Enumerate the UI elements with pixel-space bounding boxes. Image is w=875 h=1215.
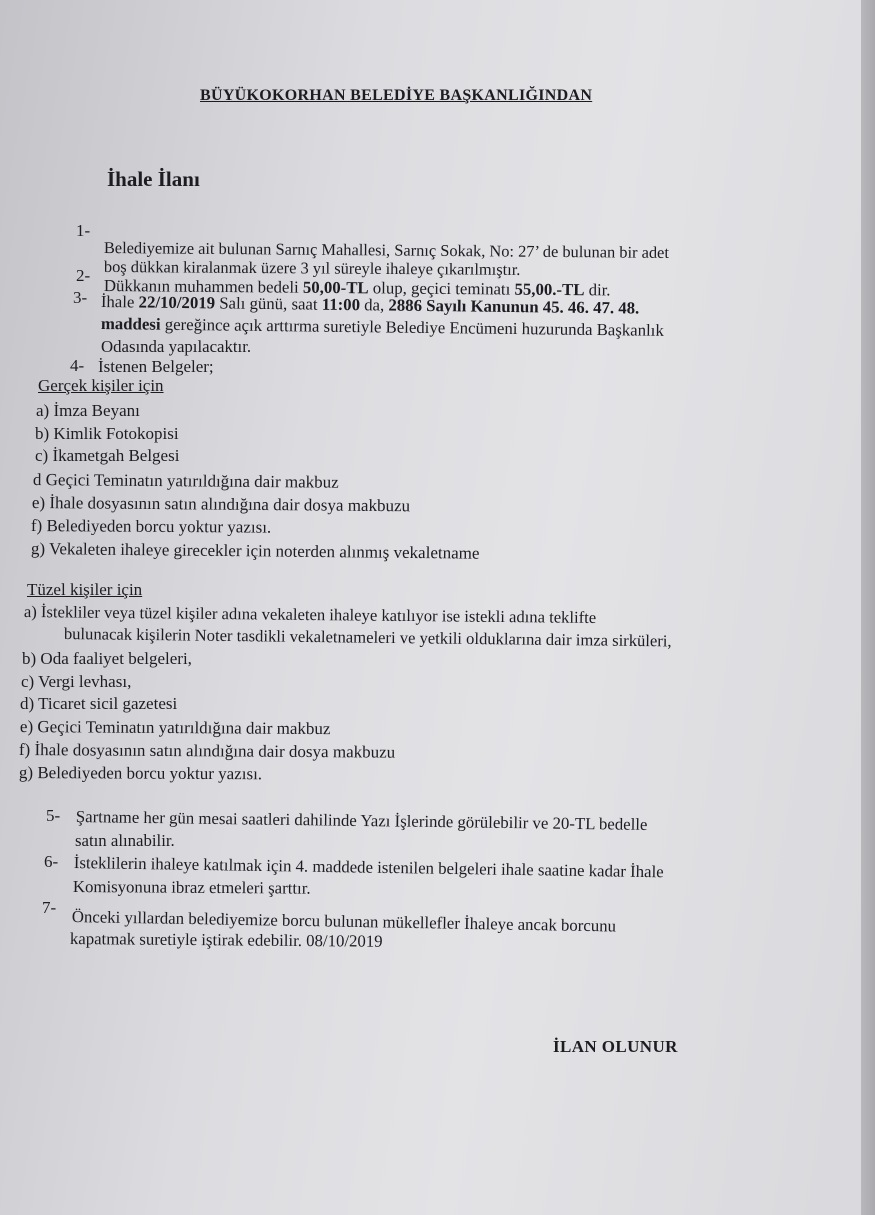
tuzel-item-c: c) Vergi levhası, — [21, 672, 132, 691]
item-3-text-a: İhale — [100, 292, 139, 312]
page-edge-shadow — [861, 0, 875, 1215]
item-5-number: 5- — [46, 806, 61, 825]
tuzel-item-f: f) İhale dosyasının satın alındığına dair dosya makbuzu — [18, 740, 396, 762]
item-2-text-c: dir. — [584, 280, 611, 300]
item-5-line-2: satın alınabilir. — [75, 831, 175, 850]
tuzel-item-g: g) Belediyeden borcu yoktur yazısı. — [18, 763, 263, 784]
item-1-line-2: boş dükkan kiralanmak üzere 3 yıl süreyle ihaleye çıkarılmıştır. — [103, 257, 521, 279]
item-3-line-2-rest: gereğince açık arttırma suretiyle Belediye Encümeni huzurunda Başkanlık — [160, 314, 664, 340]
gercek-item-c: c) İkametgah Belgesi — [35, 446, 180, 465]
item-2-text-a: Dükkanın muhammen bedeli — [103, 276, 303, 297]
gercek-item-b: b) Kimlik Fotokopisi — [35, 424, 179, 443]
item-6-number: 6- — [44, 852, 59, 871]
tuzel-item-a-line-2: bulunacak kişilerin Noter tasdikli vekaletnameleri ve yetkili olduklarına dair imza sirküleri, — [63, 624, 672, 651]
item-2-number: 2- — [76, 266, 91, 285]
tuzel-item-e: e) Geçici Teminatın yatırıldığına dair makbuz — [19, 717, 331, 739]
item-7-line-2: kapatmak suretiyle iştirak edebilir. 08/10/2019 — [69, 929, 383, 951]
item-3-date: 22/10/2019 — [138, 292, 216, 313]
item-4-number: 4- — [70, 356, 85, 375]
tuzel-item-b: b) Oda faaliyet belgeleri, — [22, 649, 192, 668]
item-1-line-1: Belediyemize ait bulunan Sarnıç Mahallesi, Sarnıç Sokak, No: 27’ de bulunan bir adet — [103, 238, 670, 262]
item-6-line-2: Komisyonuna ibraz etmeleri şarttır. — [72, 877, 311, 898]
item-4-text: İstenen Belgeler; — [98, 357, 214, 376]
tuzel-kisiler-heading: Tüzel kişiler için — [27, 580, 143, 599]
item-3-number: 3- — [73, 288, 88, 307]
closing-statement: İLAN OLUNUR — [553, 1037, 678, 1056]
item-1-number: 1- — [76, 221, 91, 240]
gercek-item-d: d Geçici Teminatın yatırıldığına dair makbuz — [32, 470, 339, 492]
item-2-text-b: olup, geçici teminatı — [368, 278, 515, 299]
item-3-law-reference: 2886 Sayılı Kanunun 45. 46. 47. 48. — [388, 295, 640, 318]
item-3-time: 11:00 — [321, 294, 361, 315]
item-6-line-1: İsteklilerin ihaleye katılmak için 4. maddede istenilen belgeleri ihale saatine kadar İhale — [73, 853, 664, 882]
gercek-item-f: f) Belediyeden borcu yoktur yazısı. — [30, 516, 272, 537]
gercek-item-g: g) Vekaleten ihaleye girecekler için noterden alınmış vekaletname — [30, 539, 480, 563]
item-5-line-1: Şartname her gün mesai saatleri dahilinde Yazı İşlerinde görülebilir ve 20-TL bedelle — [75, 807, 648, 834]
item-2-gecici-teminat: 55,00.-TL — [514, 279, 585, 300]
item-3-text-b: Salı günü, saat — [214, 293, 322, 314]
gercek-kisiler-heading: Gerçek kişiler için — [38, 376, 164, 395]
item-3-maddesi: maddesi — [100, 314, 161, 334]
item-7-number: 7- — [42, 898, 57, 917]
item-3-text-c: da, — [359, 295, 389, 315]
tuzel-item-a-line-1: a) İstekliler veya tüzel kişiler adına vekaleten ihaleye katılıyor ise istekli adına teklifte — [23, 602, 597, 627]
document-title: İhale İlanı — [107, 167, 200, 191]
gercek-item-e: e) İhale dosyasının satın alındığına dair dosya makbuzu — [31, 493, 411, 516]
item-7-line-1: Önceki yıllardan belediyemize borcu bulunan mükellefler İhaleye ancak borcunu — [71, 907, 617, 936]
document-heading: BÜYÜKOKORHAN BELEDİYE BAŞKANLIĞINDAN — [200, 87, 593, 104]
tuzel-item-d: d) Ticaret sicil gazetesi — [20, 694, 178, 713]
item-3-line-3: Odasında yapılacaktır. — [101, 337, 252, 356]
item-2-muhammen-bedel: 50,00-TL — [302, 277, 369, 298]
gercek-item-a: a) İmza Beyanı — [36, 401, 140, 420]
